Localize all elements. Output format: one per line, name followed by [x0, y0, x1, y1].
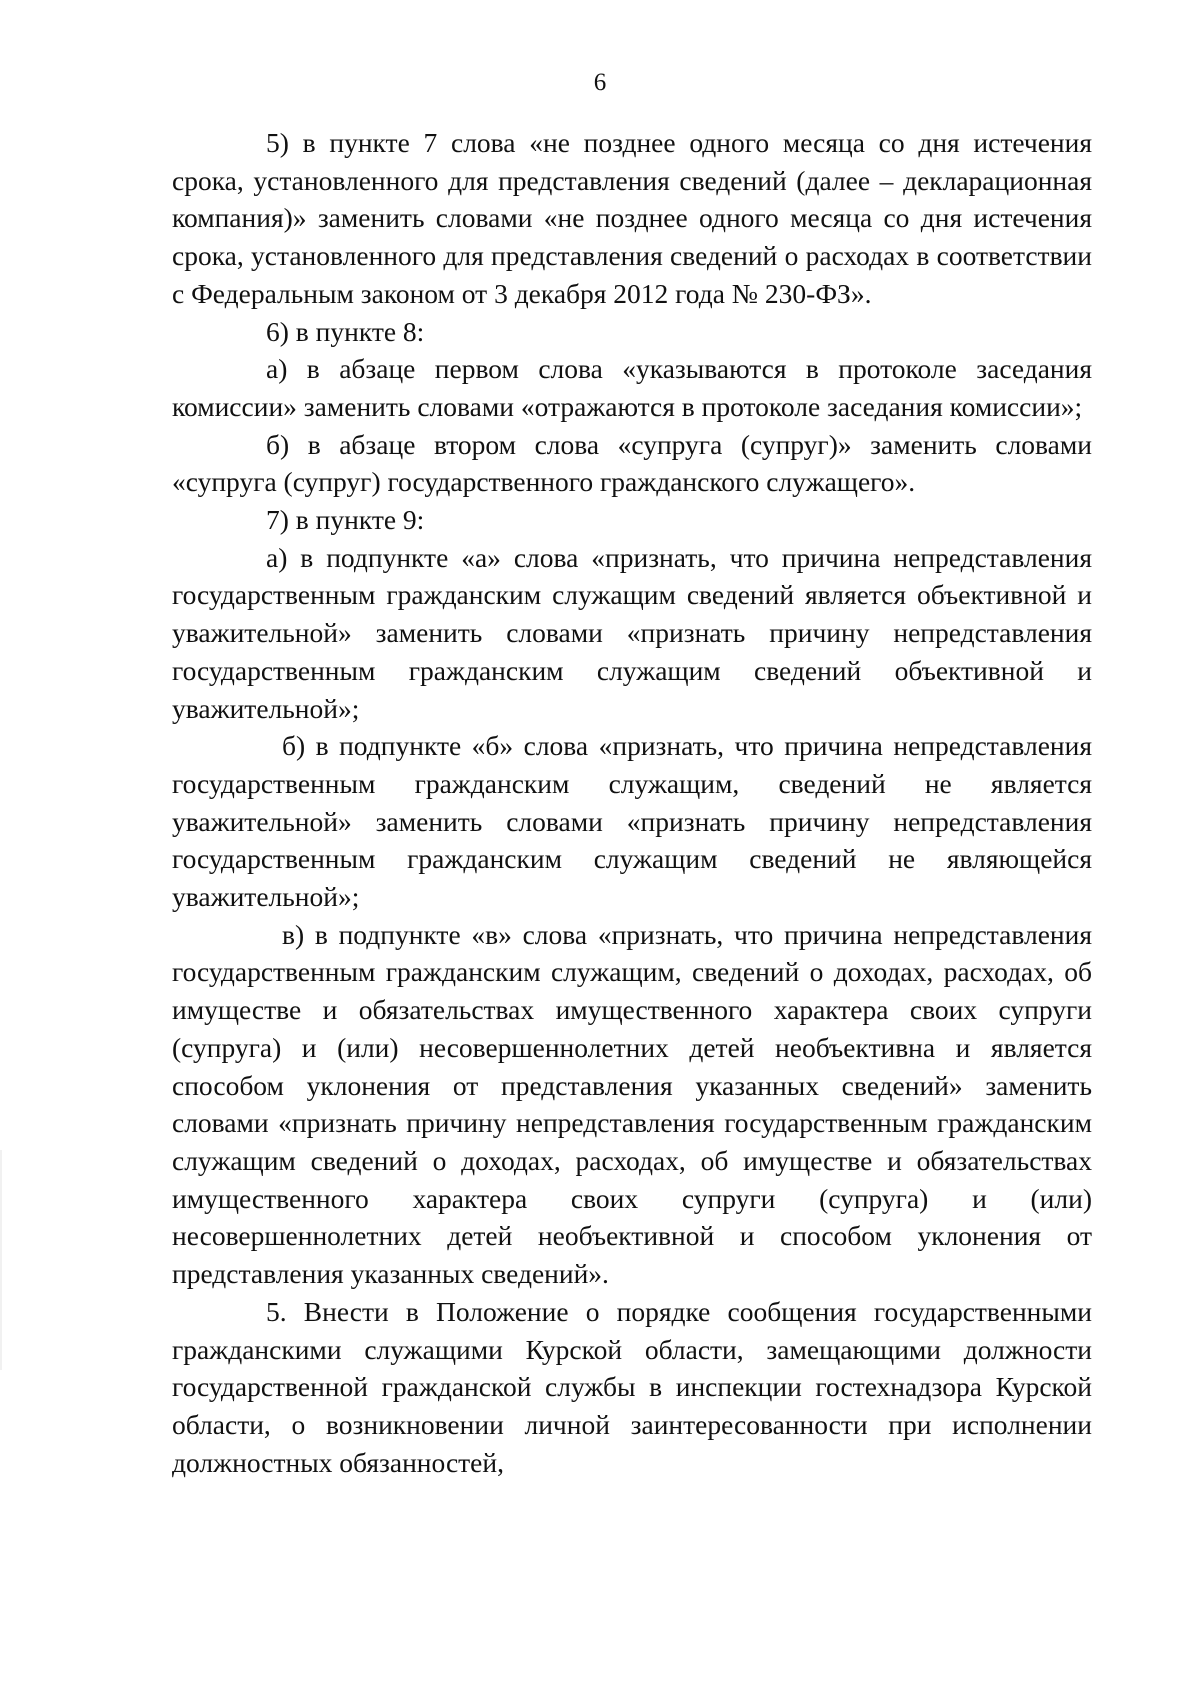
paragraph-item-7-heading: 7) в пункте 9: [266, 504, 425, 536]
paragraph-item-5-clause-7: 5) в пункте 7 слова «не позднее одного месяца со дня истечения срока, установленного для представления сведений (далее – декларационная компания)» заменить словами «не позднее одного месяца со дня истечения срока, установленного для представления сведений о расходах в соответствии с Федеральным законом от 3 декабря 2012 года № 230-ФЗ». [172, 127, 1092, 309]
paragraph-item-6-heading: 6) в пункте 8: [266, 315, 425, 347]
paragraph-item-7v: в) в подпункте «в» слова «признать, что причина непредставления государственным гражданским служащим, сведений о доходах, расходах, об имуществе и обязательствах имущественного характера своих супруги (супруга) и (или) несовершеннолетних детей необъективна и является способом уклонения от представления указанных сведений» заменить словами «признать причину непредставления государственным гражданским служащим сведений о доходах, расходах, об имуществе и обязательствах имущественного характера своих супруги (супруга) и (или) несовершеннолетних детей необъективной и способом уклонения от представления указанных сведений». [172, 918, 1092, 1290]
paragraph-item-6b: б) в абзаце втором слова «супруга (супруг)» заменить словами «супруга (супруг) государственного гражданского служащего». [172, 428, 1092, 498]
document-body [172, 124, 1092, 1481]
paragraph-item-6a: а) в абзаце первом слова «указываются в протоколе заседания комиссии» заменить словами «отражаются в протоколе заседания комиссии»; [172, 353, 1092, 422]
page-number: 6 [593, 69, 607, 96]
paragraph-item-7a: а) в подпункте «а» слова «признать, что причина непредставления государственным гражданским служащим сведений является объективной и уважительной» заменить словами «признать причину непредставления государственным гражданским служащим сведений объективной и уважительной»; [172, 541, 1092, 724]
paragraph-section-5: 5. Внести в Положение о порядке сообщения государственными гражданскими служащими Курской области, замещающими должности государственной гражданской службы в инспекции гостехнадзора Курской области, о возникновении личной заинтересованности при исполнении должностных обязанностей, [172, 1295, 1092, 1478]
scan-edge-mark [0, 1150, 2, 1370]
paragraph-item-7b: б) в подпункте «б» слова «признать, что причина непредставления государственным гражданским служащим, сведений не является уважительной» заменить словами «признать причину непредставления государственным гражданским служащим сведений не являющейся уважительной»; [172, 730, 1092, 913]
